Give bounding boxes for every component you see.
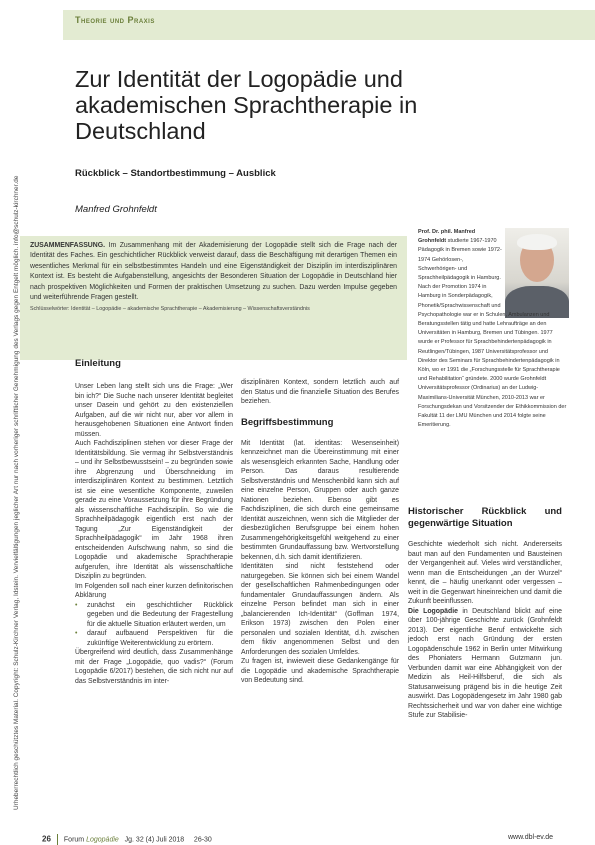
list-item: • darauf aufbauend Perspektiven für die zukünftige Weiterentwicklung zu erörtern. [75,630,233,647]
heading-historischer-rueckblick: Historischer Rückblick und gegenwärtige Situation [408,506,562,529]
bullet-icon: • [75,601,78,609]
bullet-icon: • [75,630,78,637]
bio-text-narrow: studierte 1967-1970 Pädagogik in Bremen sowie 1972-1974 Gehörlosen-, Schwerhörigen- und Sprachheilpädagogik in Hamburg. Nach der Promotion 1974 in Hamburg in Sonderpädagogik, Phonetik/Sprachwissenschaft und [418,238,502,309]
bio-narrow [418,228,502,311]
footer-issue: Jg. 32 (4) Juli 2018 [124,836,185,844]
bio-name: Prof. Dr. phil. Manfred Grohnfeldt [418,229,476,245]
footer-pages: 26-30 [193,836,212,844]
col1-paragraph-2: Auch Fachdisziplinen stehen vor dieser Frage der Identitätsbildung. Sie vermag ihr Selbstverständnis – und ihr Selbstbewusstsein! – zu begründen sowie ihre Abgrenzung und Überschneidung im interdisziplinären Kontext zu bestimmen. Letztlich ist sie eine wesentliche Komponente, zuweilen gerade zu eine Voraussetzung für ihre Begründung als wissenschaftliche Fachdisziplin. So wie die Sprachheilpädagogik eigentlich erst nach der Tagung „Zur Eigenständigkeit der Sprachheilpädagogik“ im Jahr 1968 ihren entscheidenden Aufschwung nahm, so sind die Logopädie und akademische Sprachtherapie aufgerufen, ihre Identität als wissenschaftliche Disziplin zu begründen. [75,440,233,580]
col2-paragraph-1: disziplinären Kontext, sondern letztlich auch auf den Status und die finanzielle Situation des Berufes beziehen. [241,379,399,405]
col3-paragraph-2: Die Logopädie in Deutschland blickt auf eine über 100-jährige Geschichte zurück (Grohnfeldt 2013). Der eigentliche Beruf entwickelte sich jedoch erst nach Gründung der ersten Logopädenschule 1962 in Berlin unter Mitwirkung des Phoniaters Hermann Gutzmann jun. Verbunden damit war eine Abhängigkeit von der Medizin als Heil-Hilfsberuf, die sich als Statusanweisung prägend bis in die heutige Zeit auswirkt. Das Logopädengesetz im Jahr 1980 gab Rechtssicherheit und war von daher eine wichtige Stufe zur Stabilisie- [408,607,562,719]
page-number: 26 [42,834,51,844]
article-subtitle: Rückblick – Standortbestimmung – Ausblick [75,168,276,179]
heading-einleitung: Einleitung [75,358,121,369]
col1-paragraph-3: Im Folgenden soll nach einer kurzen definitorischen Abklärung [75,582,233,599]
footer-forum: Forum [63,836,85,844]
col3-paragraph-1: Geschichte wiederholt sich nicht. Andererseits baut man auf den Fundamenten und Bausteinen der Vergangenheit auf. Vieles wird verständlicher, wenn man die Entscheidungen „an der Wurzel“ kennt, die – häufig unerkannt oder vergessen – weit in die Gegenwart hineinreichen und damit die Zukunft beeinflussen. [408,541,562,605]
article-author: Manfred Grohnfeldt [75,204,157,215]
footer-journal: Logopädie [86,836,119,844]
abstract-keywords: Schlüsselwörter: Identität – Logopädie – akademische Sprachtherapie – Akademisierung – Wissenschaftsverständnis [30,306,310,313]
abstract-label: ZUSAMMENFASSUNG. [30,242,106,249]
bio-text-wide: Psychopathologie war er in Schulen, Ambulanzen und Beratungsstellen tätig und hatte Lehraufträge an den Universitäten in Hamburg, Bremen und Tübingen. 1977 wurde er Professor für Sprachbehindertenpädagogik in Reutlingen/Tübingen, 1987 Universitätsprofessor und Direktor des Seminars für Sprachbehindertenpädagogik in Köln, wo er 1991 die „Forschungsstelle für Sprachtherapie und Rehabilitation“ gründete. 2000 wurde Grohnfeldt Universitätsprofessor (Ordinarius) an der Ludwig-Maximilians-Universität München, 2010-2013 war er Forschungsdekan und Vorsitzender der Ethikkommission der Fakultät 11 der LMU München und 2014 folgte seine Emeritierung. [418,311,567,429]
section-label: Theorie und Praxis [75,15,155,25]
col2-paragraph-4: Zu fragen ist, inwieweit diese Gedankengänge für die Logopädie und akademische Sprachtherapie von Bedeutung sind. [241,658,399,684]
footer [42,834,212,845]
abstract-text [30,241,397,303]
abstract-body: Im Zusammenhang mit der Akademisierung der Logopädie stellt sich die Frage nach der Identität des Faches. Ein geschichtlicher Rückblick verweist darauf, dass die Beschäftigung mit derartigen Themen ein wesentliches Merkmal für ein selbstbestimmtes Handeln und eine Eigenständigkeit der Disziplin im interdisziplinären Kontext ist. Es besteht die Aufgabenstellung, angesichts der Besonderen Situation der Logopädie in Deutschland hier nach prospektiven Möglichkeiten und Formen der praktischen Umsetzung zu suchen. Dazu werden Impulse gegeben und weiterführende Fragen gestellt. [30,242,397,302]
column-2 [241,378,399,686]
col2-paragraph-2: Mit Identität (lat. identitas: Wesenseinheit) kennzeichnet man die Übereinstimmung mit einer als wesensgleich erkannten Sache, Handlung oder Person. Das daraus resultierende Selbstverständnis und Menschenbild kann sich auf eine einzelne Person, Gruppen oder auch ganze Nationen beziehen. Ebenso gibt es Fachdisziplinen, die sich durch eine gemeinsame Identität auszeichnen, wenn sich die Mitglieder der diesbezüglichen Berufsgruppe bei einem hohen Zusammengehörigkeitsgefühl weitgehend zu einer bestimmten Grundauffassung bzw. Wertvorstellung bekennen, d.h. sich damit identifizieren. [241,439,399,561]
col3-bold-lead: Die Logopädie [408,607,458,615]
list-item: • zunächst ein geschichtlicher Rückblick gegeben und die Bedeutung der Fragestellung für die aktuelle Situation erläutert werden, um [75,601,233,628]
footer-url[interactable]: www.dbl-ev.de [508,834,554,841]
article-title: Zur Identität der Logopädie und akademischen Sprachtherapie in Deutschland [75,66,418,144]
abstract-box [20,236,407,360]
column-3 [408,506,562,721]
copyright-text: Urheberrechtlich geschütztes Material. Copyright: Schulz-Kirchner Verlag, Idstein. Vervielfältigungen jeglicher Art nur nach vorheriger schriftlicher Genehmigung des Verlags gegen Entgelt möglich. info@schulz-kirchner.de [13,175,20,810]
footer-divider [57,834,58,845]
heading-begriffsbestimmung: Begriffsbestimmung [241,416,334,428]
copyright-sidebar [6,30,20,810]
column-1 [75,358,233,686]
author-bio [418,228,568,430]
col1-paragraph-1: Unser Leben lang stellt sich uns die Frage: „Wer bin ich?“ Die Suche nach unserer Identität begleitet unser Dasein und gehört zu den existenziellen Aufgaben, auf die wir nicht nur, aber vor allem in herausgehobenen Situationen eine Antwort finden müssen. [75,383,233,438]
col2-paragraph-3: Identitäten sind nicht feststehend oder naturgegeben. Sie können sich bei einem Wandel der gesellschaftlichen Rahmenbedingungen oder fundamentaler Grundauffassungen ändern. Als einzelne Person befindet man sich in einer „balancierenden Ich-Identität“ (Goffman 1974, Erikson 1973) zwischen den Polen einer personalen und sozialen Identität, d.h. zwischen dem fiktiv angenommenen Selbst und den Anforderungen des sozialen Umfeldes. [241,563,399,656]
col1-paragraph-4: Übergreifend wird deutlich, dass Zusammenhänge mit der Frage „Logopädie, quo vadis?“ (Forum Logopädie 6/2017) bestehen, die sich nicht nur auf das Selbstverständnis im inter- [75,649,233,685]
